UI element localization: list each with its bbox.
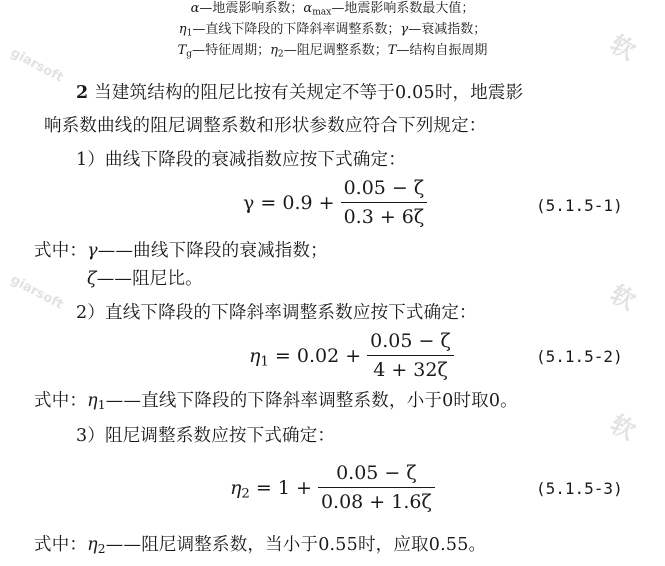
symbol-tg: T [177, 43, 187, 58]
symbol-gamma: γ [400, 22, 409, 37]
equation-number-1: (5.1.5-1) [536, 196, 623, 215]
item-3-label: 3）阻尼调整系数应按下式确定： [76, 426, 336, 446]
clause-number: 2 [76, 83, 89, 103]
defs-line-1: α—地震影响系数；$\alpha_{max}—$地震影响系数最大值； [190, 1, 475, 18]
equation-number-2: (5.1.5-2) [536, 347, 623, 366]
equation-number-3: (5.1.5-3) [536, 479, 623, 498]
watermark-left-top: giarsoft [7, 45, 66, 86]
watermark-right-low: 软 [605, 409, 640, 446]
symbol-eta2: η [270, 43, 278, 58]
defs-line-2: $\eta_1—$直线下降段的下降斜率调整系数；γ—衰减指数； [178, 22, 487, 39]
fraction: $\frac{0.05 - \zeta}{0.08 + 1.6\zeta}$ [318, 462, 435, 513]
symbol-eta1: η [178, 22, 187, 37]
symbol-alpha: α [190, 1, 200, 16]
item-3-where: 式中：$\eta_2——$阻尼调整系数，当小于0.55时，应取0.55。 [34, 535, 487, 557]
defs-line-3: $T_g—$特征周期；$\eta_2—$阻尼调整系数；T—结构自振周期 [177, 43, 488, 60]
item-1-label: 1）曲线下降段的衰减指数应按下式确定： [76, 150, 406, 170]
item-2-where: 式中：$\eta_1——$直线下降段的下降斜率调整系数，小于0时取0。 [34, 391, 518, 413]
watermark-right-top: 软 [605, 29, 640, 66]
symbol-t: T [387, 43, 397, 58]
watermark-right-mid: 软 [605, 279, 640, 316]
clause-2-line-1: 2 当建筑结构的阻尼比按有关规定不等于0.05时，地震影 [76, 83, 524, 103]
fraction: $\frac{0.05 - \zeta}{0.3 + 6\zeta}$ [341, 177, 428, 228]
item-2-label: 2）直线下降段的下降斜率调整系数应按下式确定： [76, 303, 477, 323]
equation-5-1-5-2: $\eta_1 = 0.02$ + $\frac{0.05 - \zeta}{4 + 32\zeta}$ [249, 330, 454, 381]
item-1-where-2: ζ——阻尼比。 [87, 269, 203, 289]
watermark-left-mid: giarsoft [7, 272, 66, 313]
equation-5-1-5-3: $\eta_2 = 1$ + $\frac{0.05 - \zeta}{0.08 + 1.6\zeta}$ [230, 462, 435, 513]
fraction: $\frac{0.05 - \zeta}{4 + 32\zeta}$ [367, 330, 454, 381]
clause-2-line-2: 响系数曲线的阻尼调整系数和形状参数应符合下列规定： [44, 116, 487, 136]
equation-5-1-5-1: γ = 0.9 + $\frac{0.05 - \zeta}{0.3 + 6\zeta}$ [243, 177, 427, 228]
symbol-alpha-max: α [303, 1, 313, 16]
item-1-where-1: 式中：γ——曲线下降段的衰减指数； [34, 241, 328, 261]
